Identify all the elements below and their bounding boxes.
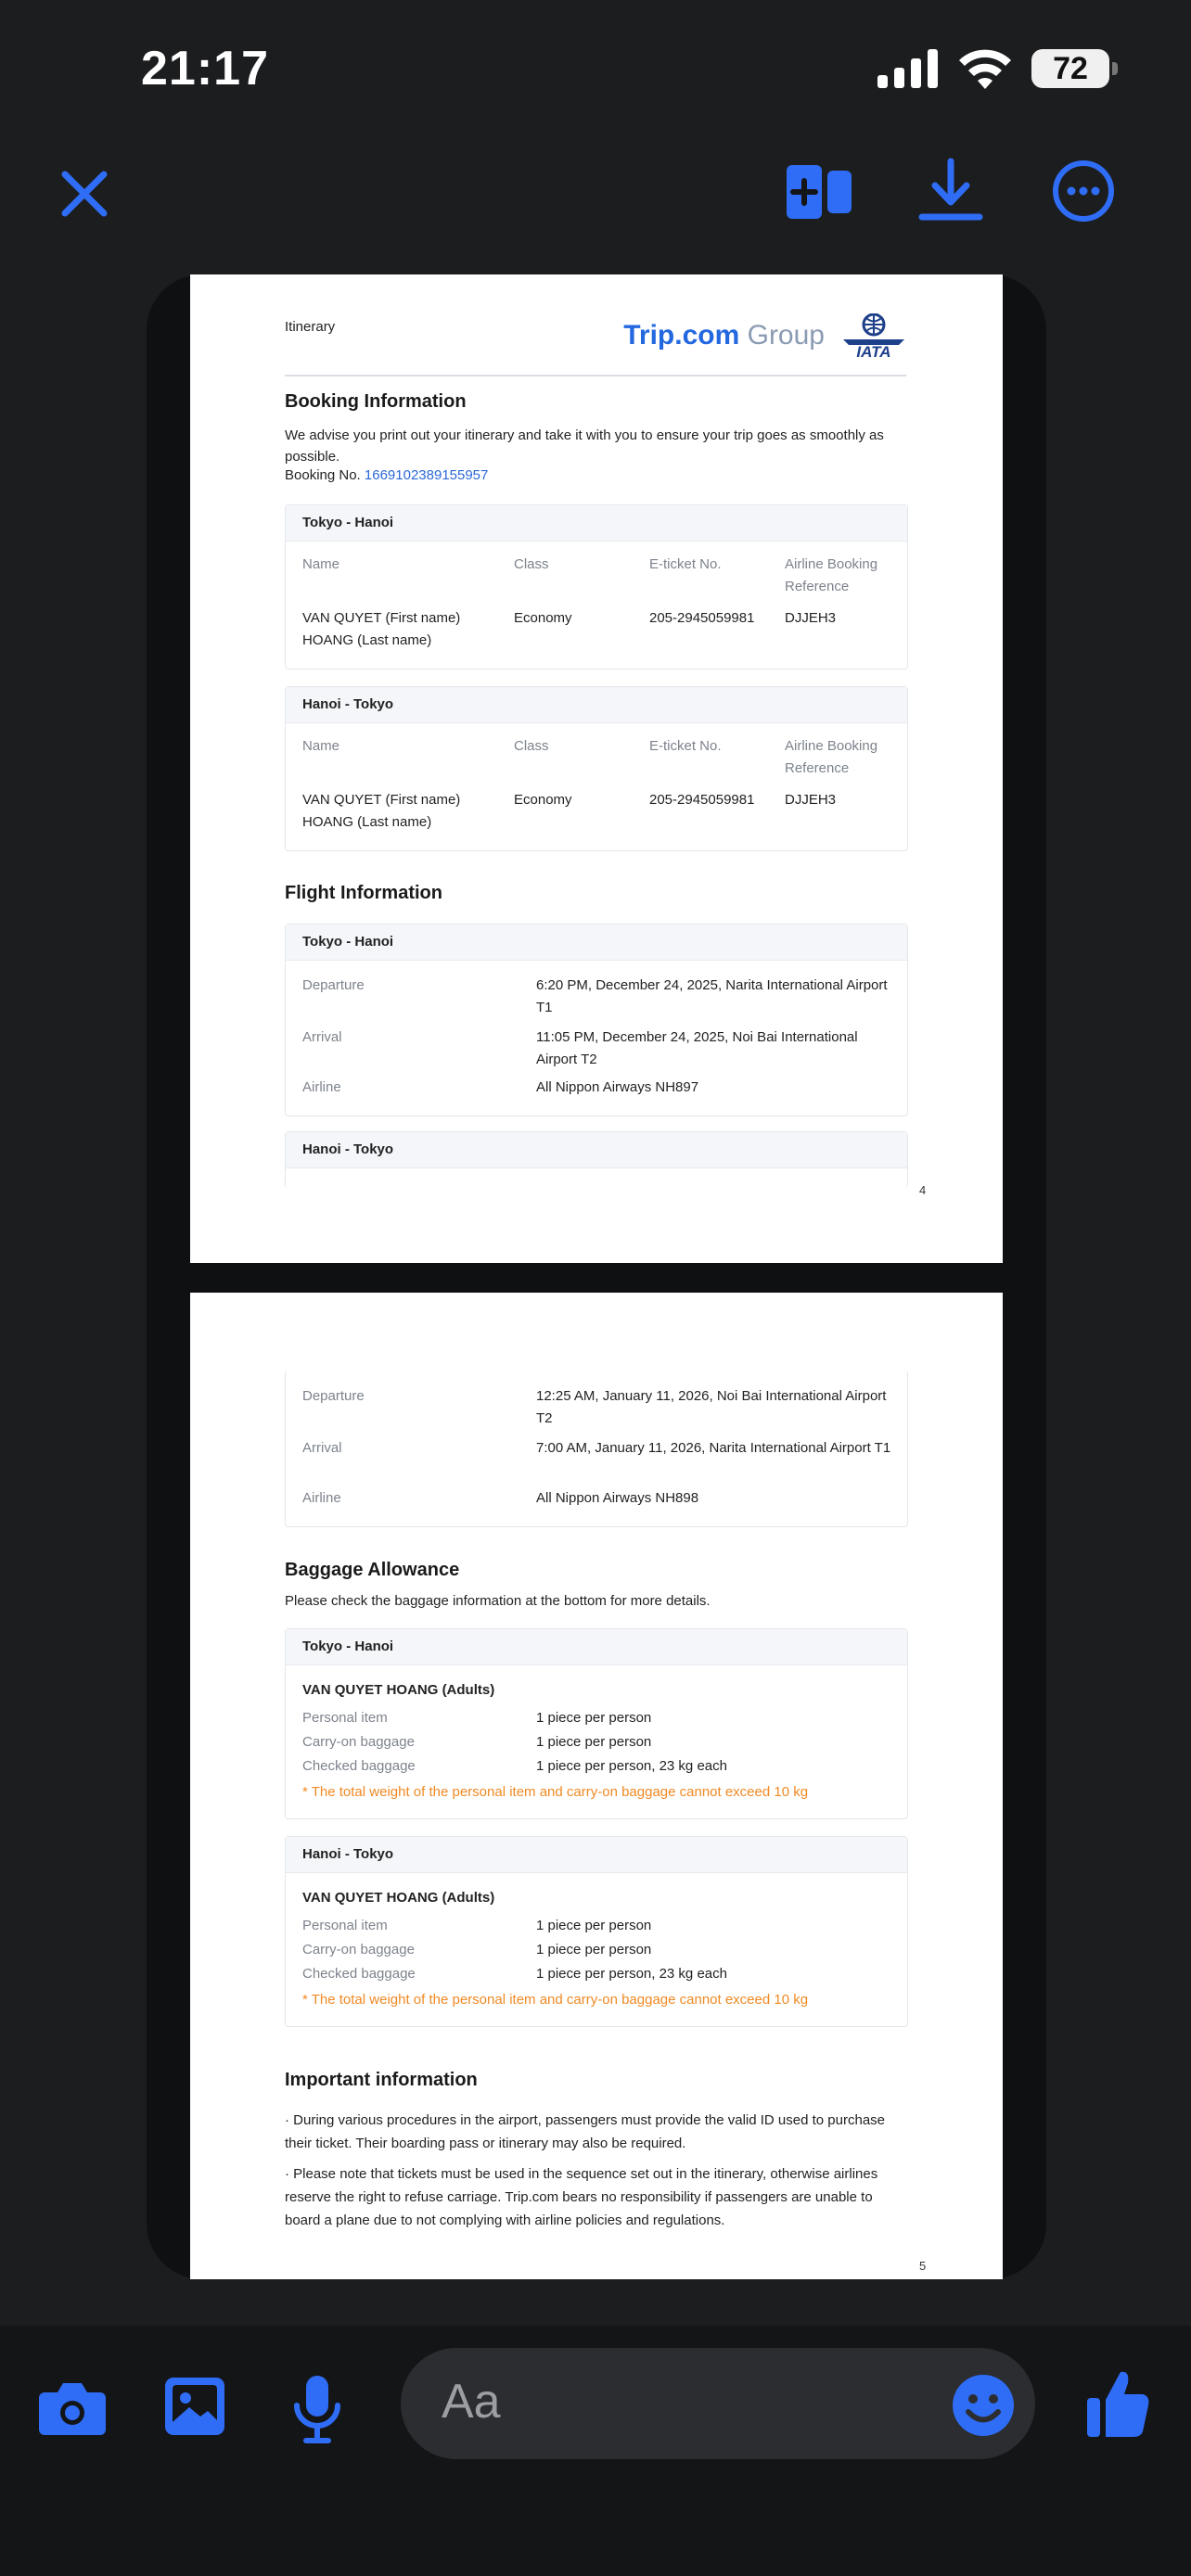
document-viewer[interactable] xyxy=(147,274,1046,2279)
checked-label: Checked baggage xyxy=(302,1966,416,1982)
eticket-number: 205-2945059981 xyxy=(649,792,755,808)
col-ticket: E-ticket No. xyxy=(649,556,722,572)
passenger-name: VAN QUYET (First name) HOANG (Last name) xyxy=(302,610,461,648)
baggage-heading: Baggage Allowance xyxy=(285,1560,460,1580)
col-name: Name xyxy=(302,738,340,754)
card-route: Hanoi - Tokyo xyxy=(286,1132,907,1168)
checked-value: 1 piece per person, 23 kg each xyxy=(536,1966,727,1982)
message-placeholder: Aa xyxy=(442,2375,501,2429)
status-time: 21:17 xyxy=(141,42,269,96)
booking-reference: DJJEH3 xyxy=(785,610,837,626)
emoji-icon[interactable] xyxy=(952,2374,1015,2437)
personal-item-label: Personal item xyxy=(302,1710,388,1726)
cellular-signal-icon xyxy=(877,49,939,88)
personal-item-value: 1 piece per person xyxy=(536,1918,652,1933)
battery-indicator xyxy=(1031,49,1109,88)
booking-card-return xyxy=(285,686,908,851)
gallery-icon[interactable] xyxy=(163,2376,226,2437)
departure-value: 6:20 PM, December 24, 2025, Narita International Airport T1 xyxy=(536,977,888,1015)
booking-heading: Booking Information xyxy=(285,391,467,412)
col-class: Class xyxy=(514,738,549,754)
booking-card-outbound xyxy=(285,504,908,670)
carry-on-value: 1 piece per person xyxy=(536,1942,652,1958)
eticket-number: 205-2945059981 xyxy=(649,610,755,626)
iata-logo-icon xyxy=(841,313,906,358)
card-route: Hanoi - Tokyo xyxy=(286,1837,907,1873)
arrival-label: Arrival xyxy=(302,1440,342,1456)
important-item-1: · During various procedures in the airport, passengers must provide the valid ID used to purchase their ticket. Their boarding pass or itinerary may also be required. xyxy=(285,2112,885,2151)
col-name: Name xyxy=(302,556,340,572)
personal-item-label: Personal item xyxy=(302,1918,388,1933)
brand-group: Group xyxy=(747,320,825,351)
col-ref: Airline Booking Reference xyxy=(785,556,878,594)
checked-label: Checked baggage xyxy=(302,1758,416,1774)
iata-text: IATA xyxy=(856,343,891,358)
card-route: Tokyo - Hanoi xyxy=(286,505,907,542)
baggage-card-outbound xyxy=(285,1628,908,1819)
close-icon[interactable] xyxy=(59,169,109,219)
passenger-name: VAN QUYET (First name) HOANG (Last name) xyxy=(302,792,461,830)
departure-value: 12:25 AM, January 11, 2026, Noi Bai International Airport T2 xyxy=(536,1388,887,1426)
arrival-label: Arrival xyxy=(302,1029,342,1045)
camera-icon[interactable] xyxy=(37,2379,108,2437)
document-page-5 xyxy=(190,1293,1003,2279)
booking-no-label: Booking No. xyxy=(285,467,361,483)
page-number: 4 xyxy=(919,1183,927,1197)
carry-on-label: Carry-on baggage xyxy=(302,1942,415,1958)
more-icon[interactable] xyxy=(1052,159,1115,223)
baggage-card-return xyxy=(285,1836,908,2027)
carry-on-value: 1 piece per person xyxy=(536,1734,652,1750)
cabin-class: Economy xyxy=(514,610,572,626)
carry-on-label: Carry-on baggage xyxy=(302,1734,415,1750)
baggage-note: Please check the baggage information at the bottom for more details. xyxy=(285,1593,711,1609)
booking-reference: DJJEH3 xyxy=(785,792,837,808)
flight-card-return-header xyxy=(285,1131,908,1188)
airline-label: Airline xyxy=(302,1079,341,1095)
page-number: 5 xyxy=(919,2259,927,2273)
airline-value: All Nippon Airways NH897 xyxy=(536,1079,699,1095)
checked-value: 1 piece per person, 23 kg each xyxy=(536,1758,727,1774)
flight-card-return xyxy=(285,1371,908,1527)
document-page-4 xyxy=(190,274,1003,1263)
departure-label: Departure xyxy=(302,977,365,993)
card-route: Tokyo - Hanoi xyxy=(286,925,907,961)
flight-card-outbound xyxy=(285,924,908,1116)
add-page-icon[interactable] xyxy=(787,165,852,219)
brand-trip: Trip.com xyxy=(623,320,740,351)
personal-item-value: 1 piece per person xyxy=(536,1710,652,1726)
departure-label: Departure xyxy=(302,1388,365,1404)
wifi-icon xyxy=(957,48,1013,89)
airline-label: Airline xyxy=(302,1490,341,1506)
col-class: Class xyxy=(514,556,549,572)
col-ref: Airline Booking Reference xyxy=(785,738,878,776)
col-ticket: E-ticket No. xyxy=(649,738,722,754)
passenger-type: VAN QUYET HOANG (Adults) xyxy=(302,1682,495,1698)
microphone-icon[interactable] xyxy=(289,2374,345,2444)
passenger-type: VAN QUYET HOANG (Adults) xyxy=(302,1890,495,1906)
page-title: Itinerary xyxy=(285,319,336,335)
important-heading: Important information xyxy=(285,2070,478,2090)
battery-level: 72 xyxy=(1053,50,1088,86)
arrival-value: 7:00 AM, January 11, 2026, Narita International Airport T1 xyxy=(536,1440,891,1456)
flight-heading: Flight Information xyxy=(285,883,442,903)
booking-number-link[interactable]: 1669102389155957 xyxy=(364,467,489,483)
booking-note: We advise you print out your itinerary and take it with you to ensure your trip goes as smoothly as possible. xyxy=(285,427,884,465)
download-icon[interactable] xyxy=(918,158,983,223)
card-route: Tokyo - Hanoi xyxy=(286,1629,907,1665)
arrival-value: 11:05 PM, December 24, 2025, Noi Bai International Airport T2 xyxy=(536,1029,858,1067)
brand-logo xyxy=(623,313,906,358)
header-divider xyxy=(285,375,906,376)
status-icons xyxy=(877,48,1109,89)
weight-warning: * The total weight of the personal item and carry-on baggage cannot exceed 10 kg xyxy=(302,1992,809,2008)
weight-warning: * The total weight of the personal item and carry-on baggage cannot exceed 10 kg xyxy=(302,1784,809,1800)
important-item-2: · Please note that tickets must be used in the sequence set out in the itinerary, otherwise airlines reserve the right to refuse carriage. Trip.com bears no responsibility if passengers are unable to board a plane due to not complying with airline policies and regulations. xyxy=(285,2166,878,2228)
cabin-class: Economy xyxy=(514,792,572,808)
card-route: Hanoi - Tokyo xyxy=(286,687,907,723)
airline-value: All Nippon Airways NH898 xyxy=(536,1490,699,1506)
thumbs-up-icon[interactable] xyxy=(1085,2368,1150,2439)
